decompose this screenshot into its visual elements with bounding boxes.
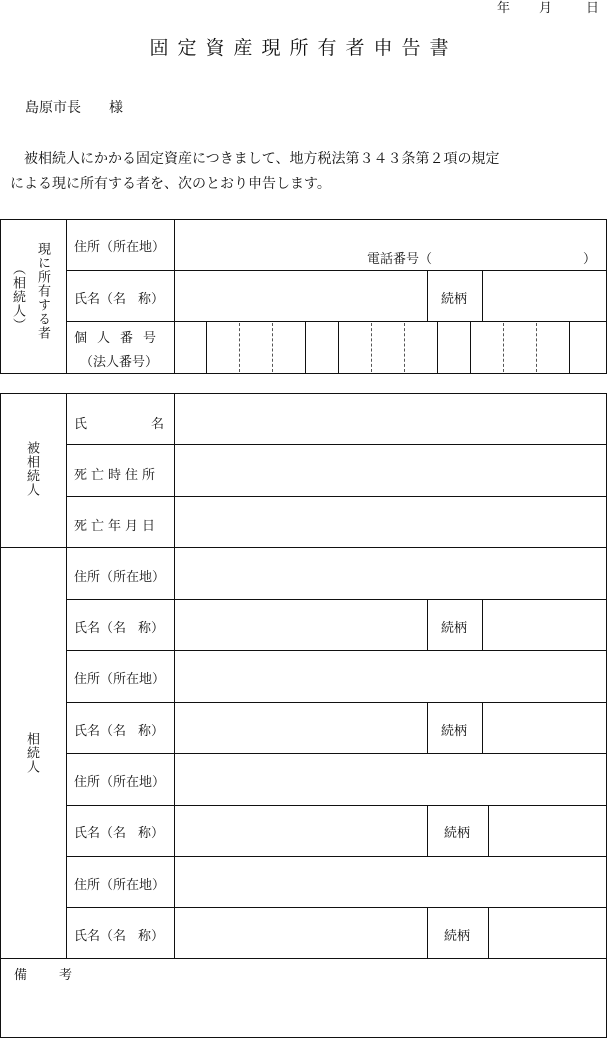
- heir-2-address-label: 住所（所在地）: [74, 672, 166, 687]
- heir-4-name-field[interactable]: [175, 908, 426, 958]
- heir-4-relation-label: 続柄: [444, 929, 471, 944]
- remarks-field[interactable]: [1, 984, 606, 1036]
- current-owner-id-sublabel: （法人番号）: [80, 355, 159, 370]
- heir-3-address-field[interactable]: [175, 754, 606, 805]
- heir-4-relation-field[interactable]: [489, 908, 606, 958]
- current-owner-section-label: 現に所有する者: [35, 242, 50, 340]
- addressee-name: 島原市長: [25, 100, 81, 116]
- current-owner-name-field[interactable]: [175, 271, 426, 321]
- deceased-address-field[interactable]: [175, 445, 606, 496]
- heir-2-name-label: 氏名（名 称）: [74, 724, 164, 739]
- date-day: 日: [586, 1, 600, 16]
- current-owner-id-digit-9[interactable]: [438, 322, 470, 373]
- deceased-death-date-field[interactable]: [175, 497, 606, 547]
- deceased-name-field[interactable]: [175, 394, 606, 444]
- heir-1-address-label: 住所（所在地）: [74, 570, 166, 585]
- remarks-label: 備 考: [14, 968, 72, 983]
- heir-4-address-field[interactable]: [175, 857, 606, 907]
- form-title: 固定資産現所有者申告書: [149, 37, 458, 59]
- heir-2-relation-label: 続柄: [441, 724, 468, 739]
- current-owner-phone-close: ）: [583, 252, 597, 267]
- heir-3-name-field[interactable]: [175, 806, 426, 856]
- deceased-section-label: 被相続人: [24, 441, 39, 497]
- addressee: [25, 97, 123, 117]
- heir-3-address-label: 住所（所在地）: [74, 775, 166, 790]
- heir-1-name-label: 氏名（名 称）: [74, 621, 164, 636]
- current-owner-id-digit-7[interactable]: [372, 322, 404, 373]
- date-month: 月: [539, 1, 553, 16]
- heir-2-address-field[interactable]: [175, 651, 606, 702]
- heir-1-relation-field[interactable]: [483, 600, 606, 650]
- heir-2-name-field[interactable]: [175, 703, 426, 753]
- date-year: 年: [497, 1, 511, 16]
- current-owner-id-digit-2[interactable]: [207, 322, 239, 373]
- deceased-death-date-label: 死亡年月日: [74, 519, 160, 534]
- heir-4-name-label: 氏名（名 称）: [74, 929, 164, 944]
- current-owner-id-digit-11[interactable]: [504, 322, 536, 373]
- current-owner-id-digit-10[interactable]: [471, 322, 503, 373]
- current-owner-relation-field[interactable]: [483, 271, 606, 321]
- current-owner-address-label: 住所（所在地）: [74, 240, 166, 255]
- heir-1-name-field[interactable]: [175, 600, 426, 650]
- date-line: [0, 0, 607, 14]
- addressee-honorific: 様: [109, 100, 123, 116]
- intro-line-2: による現に所有する者を、次のとおり申告します。: [10, 176, 331, 192]
- intro-line-1: 被相続人にかかる固定資産につきまして、地方税法第３４３条第２項の規定: [24, 151, 500, 167]
- current-owner-section-sublabel: （相続人）: [10, 262, 25, 332]
- current-owner-id-digit-5[interactable]: [306, 322, 338, 373]
- current-owner-name-label: 氏名（名 称）: [74, 292, 164, 307]
- heir-1-address-field[interactable]: [175, 548, 606, 599]
- heir-3-relation-label: 続柄: [444, 826, 471, 841]
- current-owner-id-digit-4[interactable]: [273, 322, 305, 373]
- heir-2-relation-field[interactable]: [483, 703, 606, 753]
- deceased-address-label: 死亡時住所: [74, 468, 160, 483]
- heirs-section-label: 相続人: [24, 732, 39, 774]
- intro-text: [10, 147, 602, 197]
- current-owner-id-digit-3[interactable]: [240, 322, 272, 373]
- heir-1-relation-label: 続柄: [441, 621, 468, 636]
- current-owner-id-digit-8[interactable]: [405, 322, 437, 373]
- heir-4-address-label: 住所（所在地）: [74, 878, 166, 893]
- heir-3-name-label: 氏名（名 称）: [74, 826, 164, 841]
- current-owner-id-digit-6[interactable]: [339, 322, 371, 373]
- heir-3-relation-field[interactable]: [489, 806, 606, 856]
- current-owner-id-digit-1[interactable]: [175, 322, 206, 373]
- current-owner-phone-label: 電話番号（: [367, 252, 433, 267]
- current-owner-relation-label: 続柄: [441, 292, 468, 307]
- deceased-name-label: 氏 名: [74, 417, 164, 432]
- current-owner-id-digit-12[interactable]: [537, 322, 569, 373]
- current-owner-id-label: 個人番号: [74, 331, 167, 346]
